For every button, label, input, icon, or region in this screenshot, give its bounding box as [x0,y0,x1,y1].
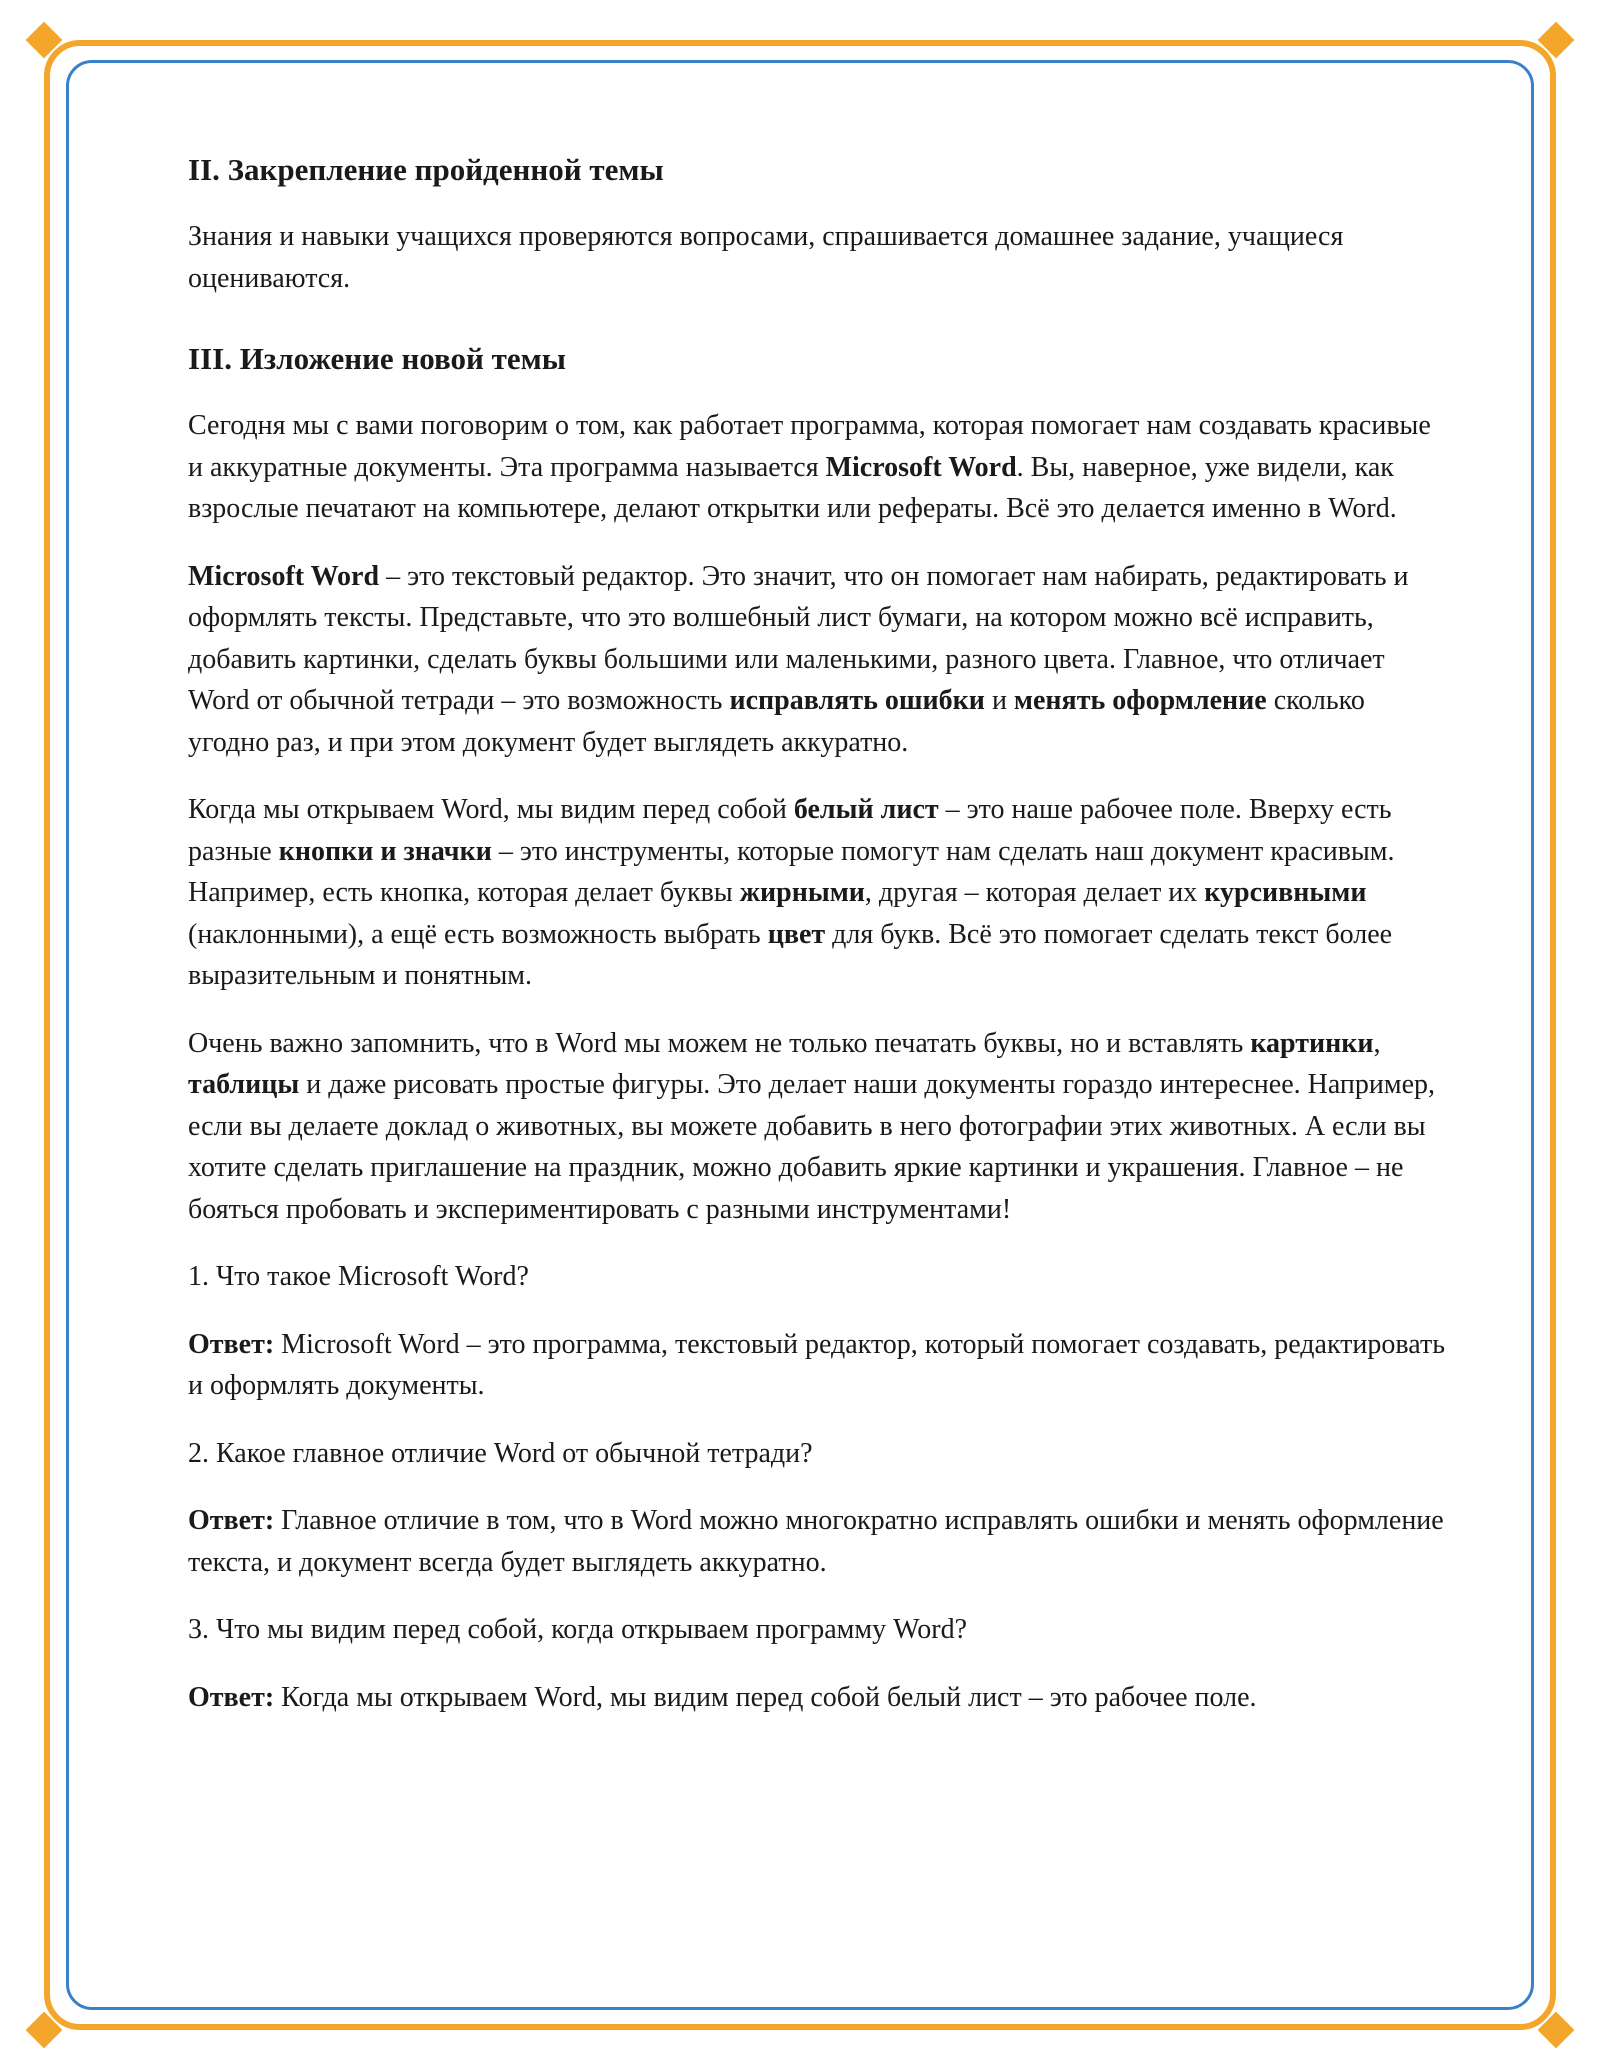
answer-2: Ответ: Главное отличие в том, что в Word можно многократно исправлять ошибки и менять оформление текста, и документ всегда будет выглядеть аккуратно. [188,1505,1444,1578]
question-2: 2. Какое главное отличие Word от обычной тетради? [188,1437,813,1469]
paragraph-definition: Microsoft Word – это текстовый редактор. Это значит, что он помогает нам набирать, редактировать и оформлять тексты. Представьте, что это волшебный лист бумаги, на котором можно всё исправить, добавить картинки, сделать буквы большими или маленькими, разного цвета. Главное, что отличает Word от обычной тетради – это возможность исправлять ошибки и менять оформление сколько угодно раз, и при этом документ будет выглядеть аккуратно. [188,560,1409,758]
paragraph-interface: Когда мы открываем Word, мы видим перед собой белый лист – это наше рабочее поле. Вверху есть разные кнопки и значки – это инструменты, которые помогут нам сделать наш документ красивым. Например, есть кнопка, которая делает буквы жирными, другая – которая делает их курсивными (наклонными), а ещё есть возможность выбрать цвет для букв. Всё это помогает сделать текст более выразительным и понятным. [188,794,1395,991]
document-body [188,150,1448,1744]
section-2-text: Знания и навыки учащихся проверяются вопросами, спрашивается домашнее задание, учащиеся оцениваются. [188,221,1344,294]
section-3-heading: III. Изложение новой темы [188,341,566,376]
answer-1: Ответ: Microsoft Word – это программа, текстовый редактор, который помогает создавать, редактировать и оформлять документы. [188,1328,1445,1401]
question-3: 3. Что мы видим перед собой, когда открываем программу Word? [188,1614,968,1645]
answer-3: Ответ: Когда мы открываем Word, мы видим перед собой белый лист – это рабочее поле. [188,1681,1257,1713]
question-1: 1. Что такое Microsoft Word? [188,1261,529,1292]
paragraph-intro: Сегодня мы с вами поговорим о том, как работает программа, которая помогает нам создавать красивые и аккуратные документы. Эта программа называется Microsoft Word. Вы, наверное, уже видели, как взрослые печатают на компьютере, делают открытки или рефераты. Всё это делается именно в Word. [188,410,1431,524]
section-2-heading: II. Закрепление пройденной темы [188,152,664,187]
paragraph-inserting: Очень важно запомнить, что в Word мы можем не только печатать буквы, но и вставлять картинки, таблицы и даже рисовать простые фигуры. Это делает наши документы гораздо интереснее. Например, если вы делаете доклад о животных, вы можете добавить в него фотографии этих животных. А если вы хотите сделать приглашение на праздник, можно добавить яркие картинки и украшения. Главное – не бояться пробовать и экспериментировать с разными инструментами! [188,1027,1436,1225]
